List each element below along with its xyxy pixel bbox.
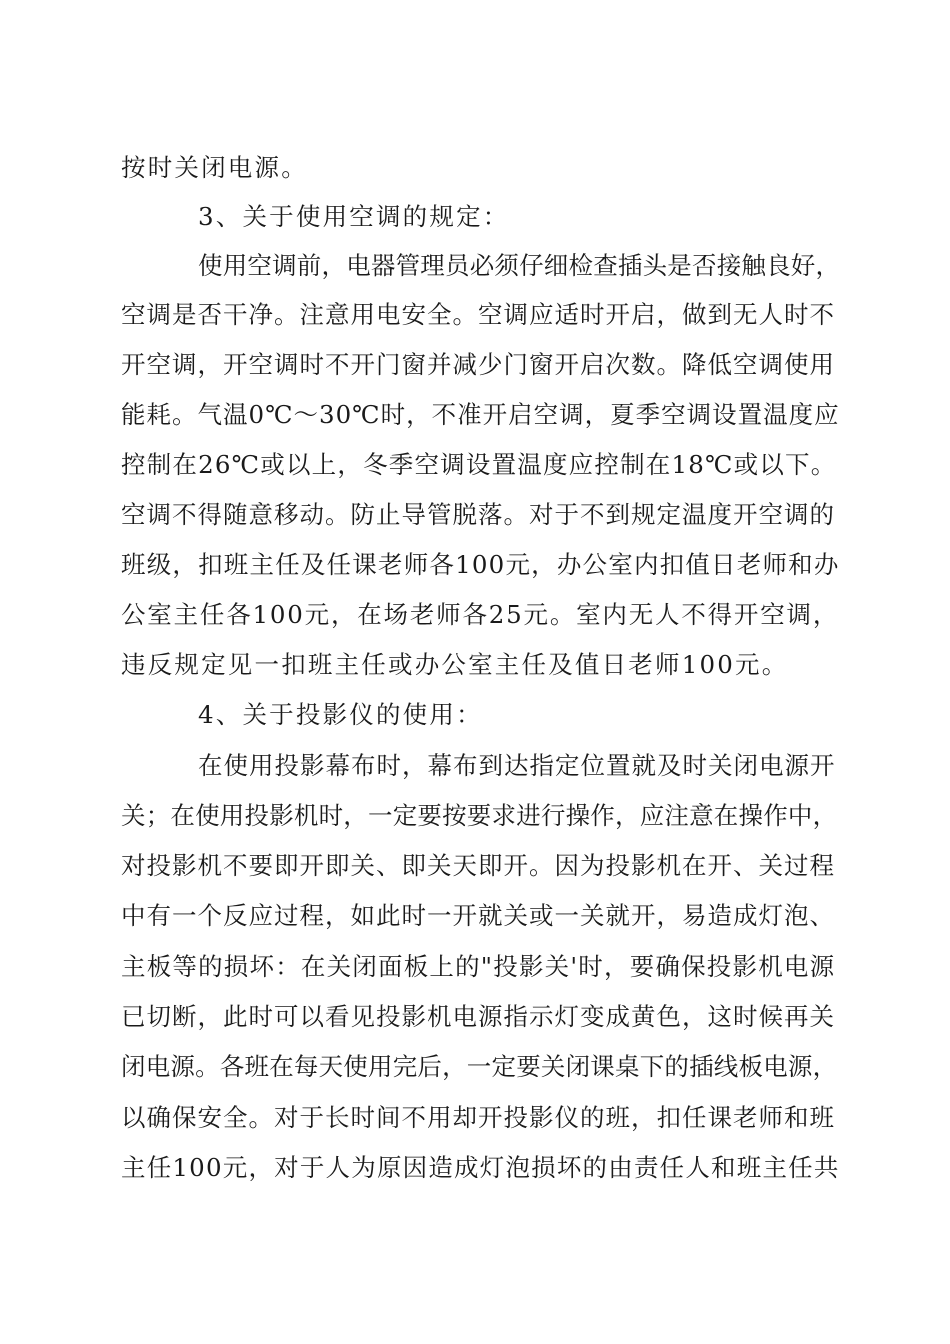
text-line: 以确保安全。对于长时间不用却开投影仪的班，扣任课老师和班 bbox=[121, 1103, 835, 1132]
text-line: 使用空调前，电器管理员必须仔细检查插头是否接触良好， bbox=[198, 251, 841, 280]
text-line: 开空调，开空调时不开门窗并减少门窗开启次数。降低空调使用 bbox=[121, 350, 835, 379]
text-line: 空调是否干净。注意用电安全。空调应适时开启，做到无人时不 bbox=[121, 300, 835, 329]
text-line: 空调不得随意移动。防止导管脱落。对于不到规定温度开空调的 bbox=[121, 500, 835, 529]
text-line: 关；在使用投影机时，一定要按要求进行操作，应注意在操作中， bbox=[121, 801, 838, 830]
section-heading-air-conditioner: 3、关于使用空调的规定： bbox=[198, 202, 510, 231]
text-line: 闭电源。各班在每天使用完后，一定要关闭课桌下的插线板电源， bbox=[121, 1052, 838, 1081]
text-line: 按时关闭电源。 bbox=[121, 153, 308, 182]
text-line: 公室主任各100元，在场老师各25元。室内无人不得开空调， bbox=[121, 600, 840, 629]
text-line: 对投影机不要即开即关、即关天即开。因为投影机在开、关过程 bbox=[121, 851, 835, 880]
text-line: 在使用投影幕布时，幕布到达指定位置就及时关闭电源开 bbox=[198, 751, 836, 780]
text-line: 控制在26℃或以上，冬季空调设置温度应控制在18℃或以下。 bbox=[121, 450, 837, 479]
text-line: 主任100元，对于人为原因造成灯泡损坏的由责任人和班主任共 bbox=[121, 1153, 840, 1182]
text-line: 班级，扣班主任及任课老师各100元，办公室内扣值日老师和办 bbox=[121, 550, 840, 579]
text-line: 主板等的损坏：在关闭面板上的"投影关'时，要确保投影机电源 bbox=[121, 952, 836, 981]
section-heading-projector: 4、关于投影仪的使用： bbox=[198, 700, 483, 729]
text-line: 违反规定见一扣班主任或办公室主任及值日老师100元。 bbox=[121, 650, 789, 679]
text-line: 已切断，此时可以看见投影机电源指示灯变成黄色，这时候再关 bbox=[121, 1002, 835, 1031]
text-line: 中有一个反应过程，如此时一开就关或一关就开，易造成灯泡、 bbox=[121, 901, 835, 930]
text-line: 能耗。气温0℃～30℃时，不准开启空调，夏季空调设置温度应 bbox=[121, 400, 840, 429]
